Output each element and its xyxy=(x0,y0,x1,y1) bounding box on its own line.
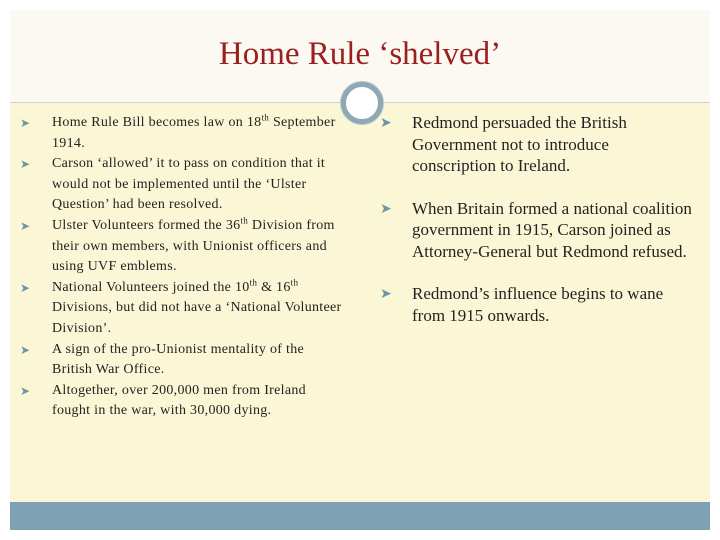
list-item xyxy=(16,216,346,278)
list-item xyxy=(376,198,696,263)
bullet-arrow-icon: ➤ xyxy=(380,201,392,217)
bullet-arrow-icon: ➤ xyxy=(20,116,31,130)
bullet-text: Division from their own members, with Unionist officers and using UVF emblems. xyxy=(52,217,335,275)
bullet-arrow-icon: ➤ xyxy=(20,157,31,172)
list-item xyxy=(376,283,696,326)
list-item xyxy=(16,278,346,340)
list-item xyxy=(16,381,346,422)
bullet-text: When Britain formed a national coalition government in 1915, Carson joined as Attorney-General but Redmond refused. xyxy=(412,198,692,261)
list-item xyxy=(16,113,346,154)
bullet-arrow-icon: ➤ xyxy=(20,383,31,398)
slide-title: Home Rule ‘shelved’ xyxy=(218,36,502,72)
bullet-arrow-icon: ➤ xyxy=(20,342,31,357)
bullet-arrow-icon: ➤ xyxy=(20,280,31,295)
bullet-text: Divisions, but did not have a ‘National Volunteer Division’. xyxy=(52,300,342,336)
bullet-text: & 16 xyxy=(257,279,291,295)
bullet-text: September 1914. xyxy=(52,115,336,151)
superscript: th xyxy=(240,215,249,226)
bullet-arrow-icon: ➤ xyxy=(380,287,392,302)
list-item xyxy=(376,112,696,177)
bullet-text: Redmond’s influence begins to wane from 1915 onwards. xyxy=(412,284,664,325)
superscript: th xyxy=(249,277,258,288)
bullet-text: A sign of the pro-Unionist mentality of the British War Office. xyxy=(52,341,305,378)
footer-bar xyxy=(10,502,710,530)
list-item xyxy=(16,154,346,216)
bullet-text: Altogether, over 200,000 men from Ireland fought in the war, with 30,000 dying. xyxy=(52,382,306,419)
right-column xyxy=(376,112,696,347)
bullet-text: Redmond persuaded the British Government not to introduce conscription to Ireland. xyxy=(412,113,627,175)
bullet-arrow-icon: ➤ xyxy=(20,218,31,233)
list-item xyxy=(16,340,346,381)
bullet-text: Carson ‘allowed’ it to pass on condition that it would not be implemented until the ‘Ulster Question’ had been resolved. xyxy=(52,156,326,213)
bullet-text: National Volunteers joined the 10 xyxy=(52,279,250,295)
left-column xyxy=(16,113,346,422)
bullet-arrow-icon: ➤ xyxy=(380,116,392,131)
superscript: th xyxy=(290,277,299,288)
bullet-text: Ulster Volunteers formed the 36 xyxy=(52,217,241,233)
bullet-text: Home Rule Bill becomes law on 18 xyxy=(52,115,262,130)
superscript: th xyxy=(261,112,270,123)
slide-frame xyxy=(10,10,710,530)
